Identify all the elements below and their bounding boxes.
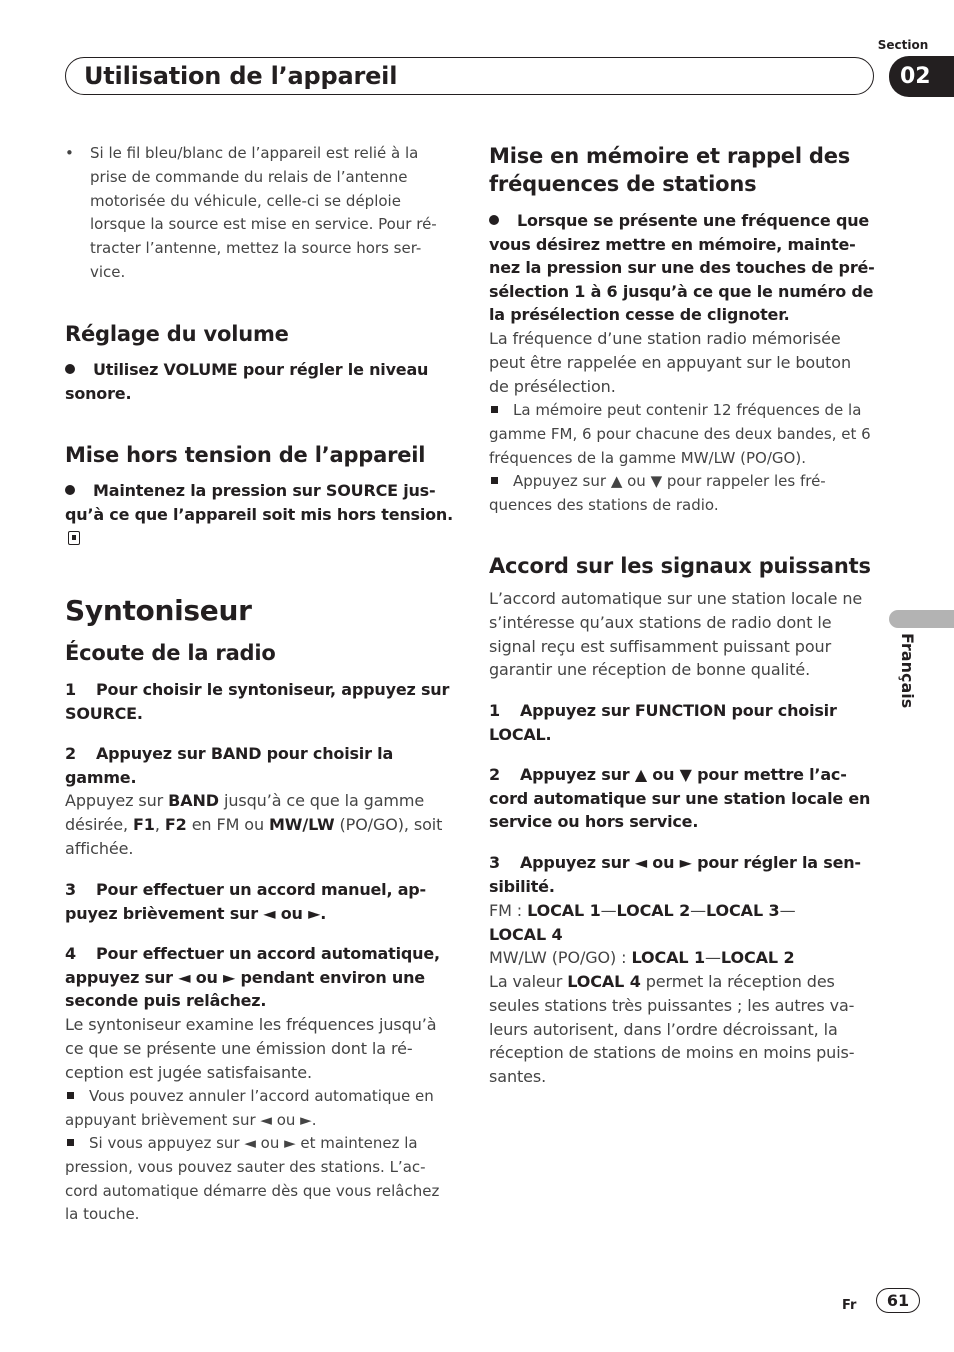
local4-description: La valeur LOCAL 4 permet la réception des seules stations très puissantes ; les autres va- leurs autorisent, dans l’ordre décroissant, la réception de stations de moins en moins puis- santes. — [489, 972, 855, 1087]
tuner-step-3: 3 Pour effectuer un accord manuel, ap- puyez brièvement sur ◄ ou ►. — [65, 880, 426, 923]
cancel-seek-note: Vous pouvez annuler l’accord automatique en appuyant brièvement sur ◄ ou ►. — [65, 1087, 434, 1129]
power-off-heading: Mise hors tension de l’appareil — [65, 443, 426, 467]
section-label: Section — [877, 38, 929, 52]
recall-stations-note: Appuyez sur ▲ ou ▼ pour rappeler les fré- quences des stations de radio. — [489, 472, 826, 514]
tuner-heading: Syntoniseur — [65, 594, 252, 627]
antenna-note: • Si le fil bleu/blanc de l’appareil est relié à la prise de commande du relais de l’antenne motorisée du véhicule, celle-ci se déploie lorsque la source est mise en service. Pour ré- tracter l’antenne, mettez la source hors ser- vice. — [65, 144, 437, 281]
local-step-3: 3 Appuyez sur ◄ ou ► pour régler la sen- sibilité. — [489, 853, 861, 896]
memory-description: La fréquence d’une station radio mémorisée peut être rappelée en appuyant sur le bouton de présélection. — [489, 329, 852, 396]
memory-instruction: Lorsque se présente une fréquence que vous désirez mettre en mémoire, mainte- nez la pression sur une des touches de pré- sélection 1 à 6 jusqu’à ce que le numéro de la présélection cesse de clignoter. — [489, 211, 875, 325]
mwlw-local-levels: MW/LW (PO/GO) : LOCAL 1—LOCAL 2 — [489, 948, 795, 967]
end-of-section-icon — [68, 531, 80, 545]
tuner-step-4-description: Le syntoniseur examine les fréquences jusqu’à ce que se présente une émission dont la ré- ception est jugée satisfaisante. — [65, 1015, 437, 1082]
note-square-icon — [491, 406, 498, 413]
language-tab-marker — [889, 610, 954, 628]
volume-instruction: Utilisez VOLUME pour régler le niveau sonore. — [65, 360, 429, 403]
volume-heading: Réglage du volume — [65, 322, 289, 346]
skip-stations-note: Si vous appuyez sur ◄ ou ► et maintenez la pression, vous pouvez sauter des stations. L’ac- cord automatique démarre dès que vous relâchez la touche. — [65, 1134, 440, 1224]
fm-local-levels: FM : LOCAL 1—LOCAL 2—LOCAL 3— LOCAL 4 — [489, 901, 796, 944]
instruction-bullet-icon — [65, 364, 75, 374]
note-square-icon — [67, 1092, 74, 1099]
memory-capacity-note: La mémoire peut contenir 12 fréquences de la gamme FM, 6 pour chacune des deux bandes, et 6 fréquences de la gamme MW/LW (PO/GO). — [489, 401, 871, 467]
tuner-step-1: 1 Pour choisir le syntoniseur, appuyez sur SOURCE. — [65, 680, 450, 723]
local-description: L’accord automatique sur une station locale ne s’intéresse qu’aux stations de radio dont le signal reçu est suffisamment puissant pour garantir une réception de bonne qualité. — [489, 589, 863, 680]
instruction-bullet-icon — [65, 485, 75, 495]
instruction-bullet-icon — [489, 215, 499, 225]
bullet-dot-icon: • — [65, 144, 74, 162]
note-square-icon — [67, 1139, 74, 1146]
tuner-step-2-description: Appuyez sur BAND jusqu’à ce que la gamme désirée, F1, F2 en FM ou MW/LW (PO/GO), soit affichée. — [65, 791, 443, 858]
footer-language-code: Fr — [842, 1298, 857, 1313]
tuner-step-4: 4 Pour effectuer un accord automatique, appuyez sur ◄ ou ► pendant environ une seconde puis relâchez. — [65, 944, 440, 1011]
page-title: Utilisation de l’appareil — [84, 62, 398, 90]
local-heading: Accord sur les signaux puissants — [489, 554, 871, 578]
page-number: 61 — [876, 1288, 920, 1313]
page-title-bar — [65, 57, 874, 95]
language-tab-label: Français — [898, 633, 917, 709]
memory-heading: Mise en mémoire et rappel des fréquences de stations — [489, 144, 851, 196]
section-number-badge: 02 — [889, 56, 954, 97]
local-step-1: 1 Appuyez sur FUNCTION pour choisir LOCAL. — [489, 701, 837, 744]
power-off-instruction: Maintenez la pression sur SOURCE jus- qu’à ce que l’appareil soit mis hors tension. — [65, 479, 453, 550]
local-step-2: 2 Appuyez sur ▲ ou ▼ pour mettre l’ac- cord automatique sur une station locale en service ou hors service. — [489, 765, 871, 832]
note-square-icon — [491, 477, 498, 484]
tuner-step-2: 2 Appuyez sur BAND pour choisir la gamme. — [65, 744, 394, 787]
radio-heading: Écoute de la radio — [65, 641, 276, 665]
